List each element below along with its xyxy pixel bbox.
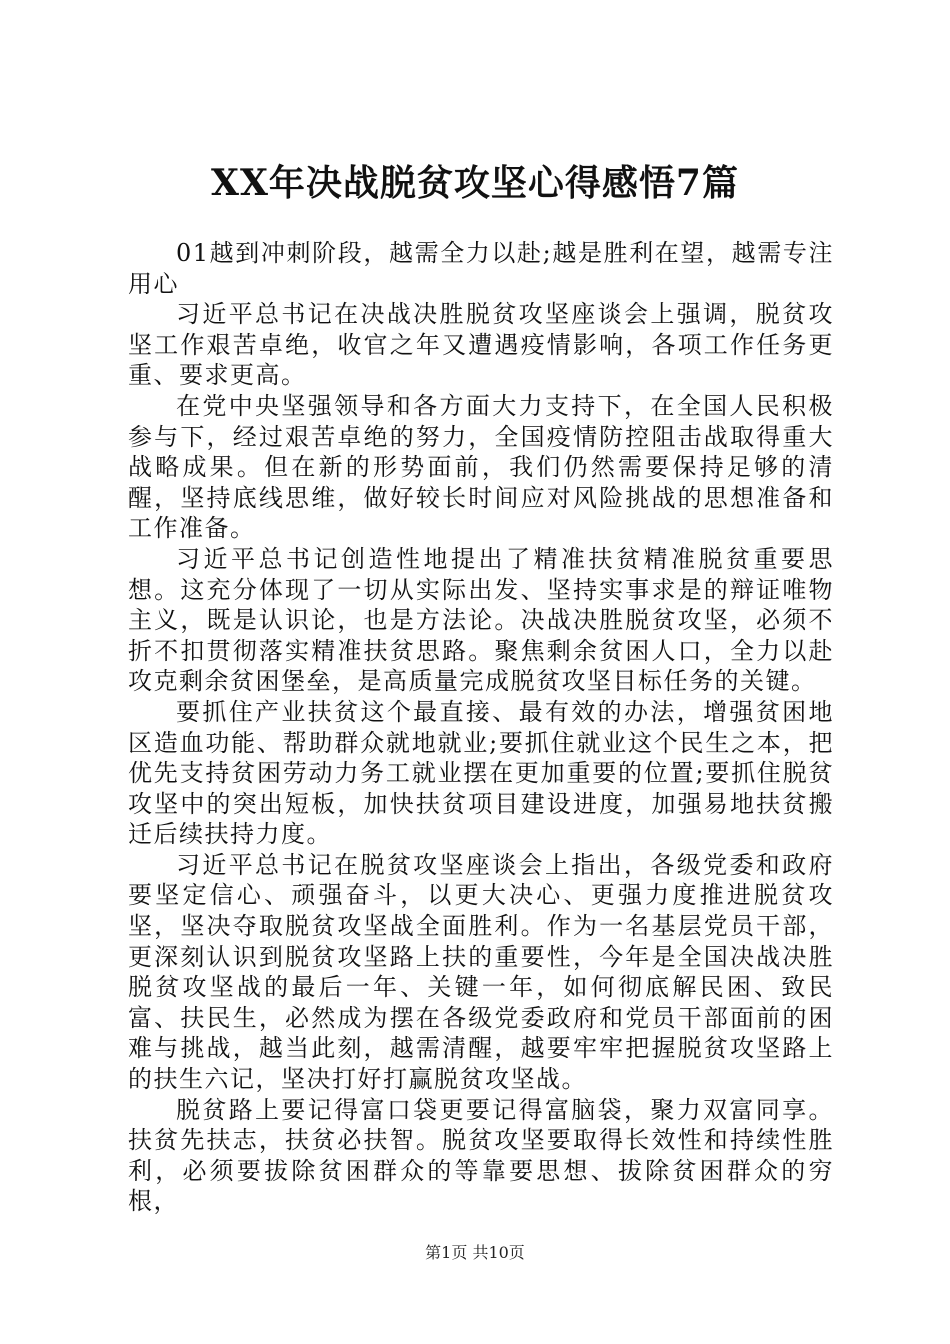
paragraph: 习近平总书记在脱贫攻坚座谈会上指出，各级党委和政府要坚定信心、顽强奋斗，以更大决心、更强力度推进脱贫攻坚，坚决夺取脱贫攻坚战全面胜利。作为一名基层党员干部，更深刻认识到脱贫攻坚路上扶的重要性，今年是全国决战决胜脱贫攻坚战的最后一年、关键一年，如何彻底解民困、致民富、扶民生，必然成为摆在各级党委政府和党员干部面前的困难与挑战，越当此刻，越需清醒，越要牢牢把握脱贫攻坚路上的扶生六记，坚决打好打赢脱贫攻坚战。 — [128, 850, 834, 1094]
paragraph: 习近平总书记创造性地提出了精准扶贫精准脱贫重要思想。这充分体现了一切从实际出发、坚持实事求是的辩证唯物主义，既是认识论，也是方法论。决战决胜脱贫攻坚，必须不折不扣贯彻落实精准扶贫思路。聚焦剩余贫困人口，全力以赴攻克剩余贫困堡垒，是高质量完成脱贫攻坚目标任务的关键。 — [128, 544, 834, 696]
paragraph: 在党中央坚强领导和各方面大力支持下，在全国人民积极参与下，经过艰苦卓绝的努力，全国疫情防控阻击战取得重大战略成果。但在新的形势面前，我们仍然需要保持足够的清醒，坚持底线思维，做好较长时间应对风险挑战的思想准备和工作准备。 — [128, 391, 834, 543]
page-footer — [0, 1242, 950, 1264]
document-title: XX年决战脱贫攻坚心得感悟7篇 — [211, 162, 739, 204]
paragraph-heading: 01越到冲刺阶段，越需全力以赴;越是胜利在望，越需专注用心 — [128, 239, 834, 298]
document-body — [128, 238, 834, 1217]
page-indicator: 第1页 共10页 — [425, 1243, 525, 1262]
paragraph: 习近平总书记在决战决胜脱贫攻坚座谈会上强调，脱贫攻坚工作艰苦卓绝，收官之年又遭遇疫情影响，各项工作任务更重、要求更高。 — [128, 300, 834, 390]
paragraph: 要抓住产业扶贫这个最直接、最有效的办法，增强贫困地区造血功能、帮助群众就地就业;要抓住就业这个民生之本，把优先支持贫困劳动力务工就业摆在更加重要的位置;要抓住脱贫攻坚中的突出短板，加快扶贫项目建设进度，加强易地扶贫搬迁后续扶持力度。 — [128, 697, 834, 849]
paragraph: 脱贫路上要记得富口袋更要记得富脑袋，聚力双富同享。扶贫先扶志，扶贫必扶智。脱贫攻坚要取得长效性和持续性胜利，必须要拔除贫困群众的等靠要思想、拔除贫困群众的穷根， — [128, 1095, 834, 1216]
